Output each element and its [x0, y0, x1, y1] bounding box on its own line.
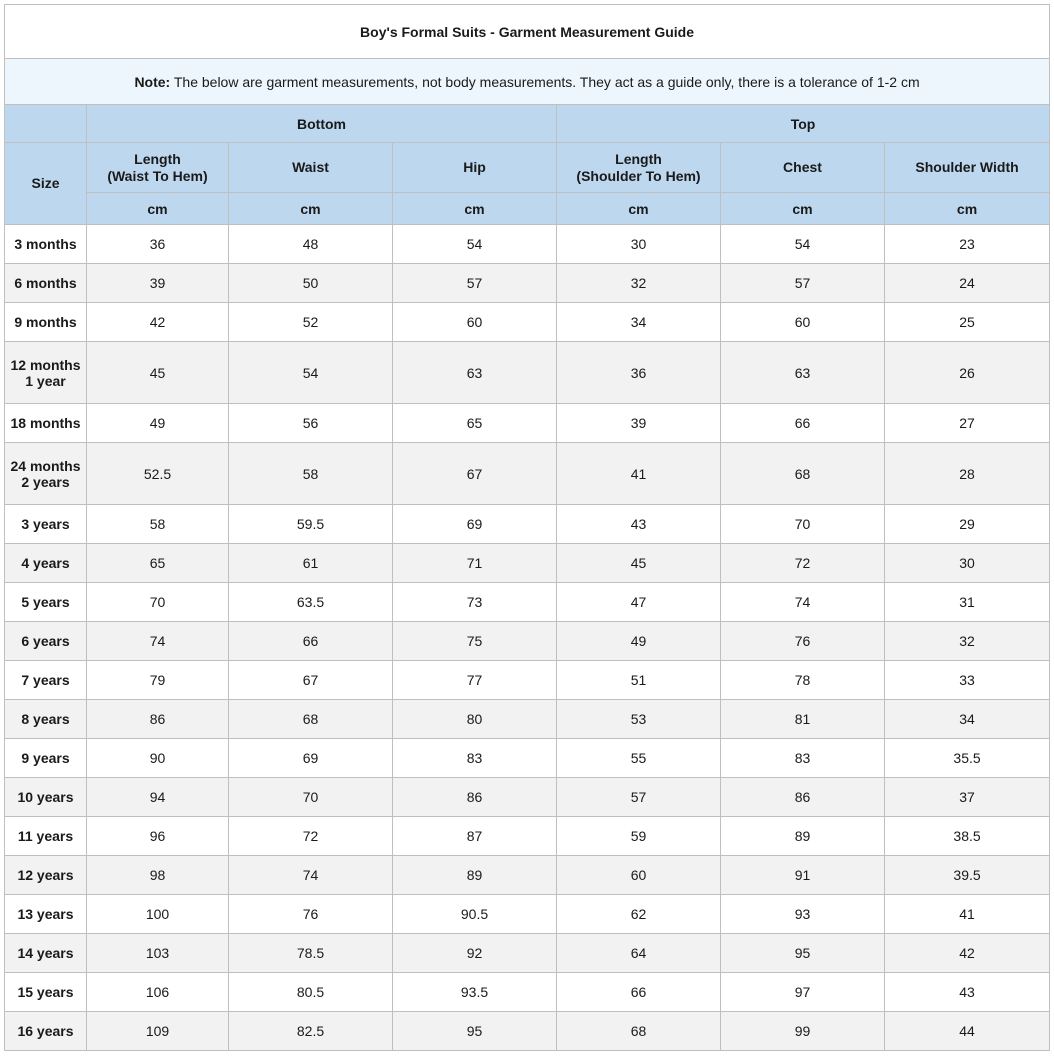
- measurement-cell: 36: [87, 225, 229, 264]
- size-cell: [5, 661, 87, 700]
- measurement-cell: 52: [229, 303, 393, 342]
- measurement-cell: 62: [557, 895, 721, 934]
- measurement-cell: 41: [557, 443, 721, 505]
- table-row: [5, 622, 1050, 661]
- measurement-cell: 78.5: [229, 934, 393, 973]
- measurement-cell: 66: [229, 622, 393, 661]
- size-label: 6 months: [14, 275, 77, 291]
- size-cell: [5, 973, 87, 1012]
- measurement-cell: 74: [229, 856, 393, 895]
- column-header-title: Length: [615, 150, 662, 167]
- size-label: 12 years: [17, 867, 74, 883]
- measurement-cell: 95: [721, 934, 885, 973]
- size-cell: [5, 443, 87, 505]
- size-cell: [5, 342, 87, 404]
- column-header-title: Waist: [292, 159, 329, 175]
- note-text: The below are garment measurements, not body measurements. They act as a guide only, there is a tolerance of 1-2 cm: [170, 73, 920, 90]
- size-cell: [5, 778, 87, 817]
- size-cell: [5, 856, 87, 895]
- table-row: [5, 934, 1050, 973]
- measurement-cell: 72: [229, 817, 393, 856]
- size-cell: [5, 544, 87, 583]
- measurement-cell: 78: [721, 661, 885, 700]
- measurement-cell: 91: [721, 856, 885, 895]
- measurement-cell: 74: [87, 622, 229, 661]
- size-label: 24 months: [10, 457, 81, 474]
- measurement-cell: 68: [557, 1012, 721, 1051]
- measurement-cell: 93.5: [393, 973, 557, 1012]
- table-row: [5, 544, 1050, 583]
- table-row: [5, 505, 1050, 544]
- size-cell: [5, 1012, 87, 1051]
- column-header-5: [885, 143, 1050, 193]
- measurement-cell: 109: [87, 1012, 229, 1051]
- measurement-cell: 97: [721, 973, 885, 1012]
- measurement-cell: 57: [557, 778, 721, 817]
- column-header-1: [229, 143, 393, 193]
- measurement-cell: 30: [885, 544, 1050, 583]
- measurement-cell: 35.5: [885, 739, 1050, 778]
- measurement-cell: 76: [229, 895, 393, 934]
- measurement-cell: 43: [557, 505, 721, 544]
- measurement-cell: 83: [393, 739, 557, 778]
- size-cell: [5, 739, 87, 778]
- measurement-cell: 34: [885, 700, 1050, 739]
- measurement-cell: 81: [721, 700, 885, 739]
- measurement-cell: 92: [393, 934, 557, 973]
- size-label: 15 years: [17, 984, 74, 1000]
- table-row: [5, 303, 1050, 342]
- measurement-cell: 82.5: [229, 1012, 393, 1051]
- size-cell: [5, 225, 87, 264]
- measurement-cell: 23: [885, 225, 1050, 264]
- measurement-guide-table: [4, 4, 1050, 1051]
- measurement-cell: 90.5: [393, 895, 557, 934]
- measurement-cell: 68: [721, 443, 885, 505]
- column-header-3: [557, 143, 721, 193]
- measurement-cell: 58: [229, 443, 393, 505]
- section-top-label: Top: [557, 105, 1050, 143]
- measurement-cell: 89: [721, 817, 885, 856]
- measurement-cell: 54: [229, 342, 393, 404]
- measurement-cell: 52.5: [87, 443, 229, 505]
- measurement-cell: 80.5: [229, 973, 393, 1012]
- measurement-cell: 48: [229, 225, 393, 264]
- table-row: [5, 778, 1050, 817]
- measurement-cell: 55: [557, 739, 721, 778]
- measurement-cell: 93: [721, 895, 885, 934]
- measurement-cell: 65: [87, 544, 229, 583]
- unit-label: cm: [721, 193, 885, 225]
- measurement-cell: 51: [557, 661, 721, 700]
- column-header-title: Hip: [463, 159, 486, 175]
- column-header-title: Shoulder Width: [915, 159, 1019, 175]
- measurement-cell: 98: [87, 856, 229, 895]
- size-cell: [5, 622, 87, 661]
- measurement-cell: 69: [393, 505, 557, 544]
- measurement-cell: 63.5: [229, 583, 393, 622]
- measurement-cell: 32: [885, 622, 1050, 661]
- size-label: 18 months: [10, 415, 81, 431]
- table-row: [5, 817, 1050, 856]
- measurement-cell: 86: [393, 778, 557, 817]
- size-label: 14 years: [17, 945, 74, 961]
- section-bottom-label: Bottom: [87, 105, 557, 143]
- measurement-cell: 64: [557, 934, 721, 973]
- measurement-cell: 77: [393, 661, 557, 700]
- measurement-cell: 59: [557, 817, 721, 856]
- measurement-cell: 70: [229, 778, 393, 817]
- measurement-cell: 71: [393, 544, 557, 583]
- table-row: [5, 661, 1050, 700]
- measurement-cell: 89: [393, 856, 557, 895]
- size-cell: [5, 505, 87, 544]
- size-label: 13 years: [17, 906, 74, 922]
- size-cell: [5, 934, 87, 973]
- section-spacer: [5, 105, 87, 143]
- measurement-cell: 60: [557, 856, 721, 895]
- measurement-cell: 70: [87, 583, 229, 622]
- measurement-cell: 39: [557, 404, 721, 443]
- measurement-cell: 66: [721, 404, 885, 443]
- measurement-cell: 57: [393, 264, 557, 303]
- measurement-cell: 99: [721, 1012, 885, 1051]
- measurement-cell: 86: [721, 778, 885, 817]
- unit-label: cm: [557, 193, 721, 225]
- size-label: 11 years: [17, 828, 74, 844]
- size-label: 12 months: [10, 356, 81, 373]
- page-title: Boy's Formal Suits - Garment Measurement Guide: [5, 5, 1050, 59]
- column-header-subtitle: (Shoulder To Hem): [576, 167, 701, 184]
- measurement-cell: 41: [885, 895, 1050, 934]
- measurement-cell: 49: [557, 622, 721, 661]
- table-row: [5, 443, 1050, 505]
- measurement-cell: 60: [721, 303, 885, 342]
- measurement-cell: 67: [229, 661, 393, 700]
- table-body: [5, 225, 1050, 1051]
- measurement-cell: 57: [721, 264, 885, 303]
- table-row: [5, 404, 1050, 443]
- measurement-cell: 100: [87, 895, 229, 934]
- column-header-2: [393, 143, 557, 193]
- size-alt-label: 2 years: [21, 473, 70, 490]
- measurement-cell: 42: [87, 303, 229, 342]
- column-header-subtitle: (Waist To Hem): [107, 167, 208, 184]
- measurement-cell: 43: [885, 973, 1050, 1012]
- size-label: 9 months: [14, 314, 77, 330]
- table-row: [5, 895, 1050, 934]
- measurement-cell: 53: [557, 700, 721, 739]
- size-label: 6 years: [21, 633, 70, 649]
- size-label: 4 years: [21, 555, 70, 571]
- size-cell: [5, 583, 87, 622]
- unit-label: cm: [885, 193, 1050, 225]
- size-cell: [5, 404, 87, 443]
- size-alt-label: 1 year: [25, 372, 66, 389]
- measurement-cell: 63: [721, 342, 885, 404]
- size-column-header: Size: [5, 143, 87, 225]
- measurement-cell: 30: [557, 225, 721, 264]
- measurement-cell: 59.5: [229, 505, 393, 544]
- measurement-cell: 39: [87, 264, 229, 303]
- measurement-cell: 39.5: [885, 856, 1050, 895]
- size-cell: [5, 895, 87, 934]
- size-cell: [5, 700, 87, 739]
- note-banner: [5, 59, 1050, 105]
- measurement-cell: 74: [721, 583, 885, 622]
- measurement-cell: 65: [393, 404, 557, 443]
- measurement-cell: 90: [87, 739, 229, 778]
- unit-label: cm: [393, 193, 557, 225]
- table-row: [5, 264, 1050, 303]
- size-label: 3 months: [14, 236, 77, 252]
- column-header-title: Chest: [783, 159, 822, 175]
- table-row: [5, 1012, 1050, 1051]
- measurement-cell: 49: [87, 404, 229, 443]
- column-header-4: [721, 143, 885, 193]
- measurement-cell: 86: [87, 700, 229, 739]
- measurement-cell: 60: [393, 303, 557, 342]
- measurement-cell: 68: [229, 700, 393, 739]
- size-cell: [5, 264, 87, 303]
- measurement-cell: 44: [885, 1012, 1050, 1051]
- measurement-cell: 45: [557, 544, 721, 583]
- measurement-cell: 32: [557, 264, 721, 303]
- size-label: 3 years: [21, 516, 70, 532]
- measurement-cell: 83: [721, 739, 885, 778]
- measurement-cell: 37: [885, 778, 1050, 817]
- measurement-cell: 50: [229, 264, 393, 303]
- table-row: [5, 856, 1050, 895]
- measurement-cell: 61: [229, 544, 393, 583]
- measurement-cell: 29: [885, 505, 1050, 544]
- measurement-cell: 66: [557, 973, 721, 1012]
- measurement-cell: 70: [721, 505, 885, 544]
- measurement-cell: 33: [885, 661, 1050, 700]
- measurement-cell: 25: [885, 303, 1050, 342]
- measurement-cell: 80: [393, 700, 557, 739]
- measurement-cell: 28: [885, 443, 1050, 505]
- table-row: [5, 583, 1050, 622]
- unit-label: cm: [87, 193, 229, 225]
- measurement-cell: 36: [557, 342, 721, 404]
- unit-label: cm: [229, 193, 393, 225]
- table-row: [5, 739, 1050, 778]
- measurement-cell: 106: [87, 973, 229, 1012]
- size-label: 16 years: [17, 1023, 74, 1039]
- measurement-cell: 24: [885, 264, 1050, 303]
- size-cell: [5, 817, 87, 856]
- size-cell: [5, 303, 87, 342]
- measurement-cell: 94: [87, 778, 229, 817]
- measurement-cell: 76: [721, 622, 885, 661]
- measurement-cell: 47: [557, 583, 721, 622]
- measurement-cell: 34: [557, 303, 721, 342]
- measurement-cell: 103: [87, 934, 229, 973]
- measurement-cell: 63: [393, 342, 557, 404]
- measurement-cell: 56: [229, 404, 393, 443]
- size-label: 9 years: [21, 750, 70, 766]
- size-label: 5 years: [21, 594, 70, 610]
- measurement-cell: 75: [393, 622, 557, 661]
- measurement-cell: 96: [87, 817, 229, 856]
- measurement-cell: 95: [393, 1012, 557, 1051]
- measurement-cell: 54: [721, 225, 885, 264]
- measurement-cell: 45: [87, 342, 229, 404]
- table-row: [5, 342, 1050, 404]
- table-row: [5, 225, 1050, 264]
- column-header-0: [87, 143, 229, 193]
- measurement-cell: 72: [721, 544, 885, 583]
- table-row: [5, 700, 1050, 739]
- measurement-cell: 42: [885, 934, 1050, 973]
- size-label: 8 years: [21, 711, 70, 727]
- measurement-cell: 67: [393, 443, 557, 505]
- measurement-cell: 79: [87, 661, 229, 700]
- note-label: Note:: [134, 73, 171, 90]
- measurement-cell: 87: [393, 817, 557, 856]
- measurement-cell: 38.5: [885, 817, 1050, 856]
- measurement-cell: 27: [885, 404, 1050, 443]
- measurement-cell: 54: [393, 225, 557, 264]
- measurement-cell: 31: [885, 583, 1050, 622]
- measurement-cell: 58: [87, 505, 229, 544]
- column-header-title: Length: [134, 150, 181, 167]
- measurement-cell: 26: [885, 342, 1050, 404]
- measurement-cell: 73: [393, 583, 557, 622]
- size-label: 7 years: [21, 672, 70, 688]
- measurement-cell: 69: [229, 739, 393, 778]
- table-row: [5, 973, 1050, 1012]
- size-label: 10 years: [17, 789, 74, 805]
